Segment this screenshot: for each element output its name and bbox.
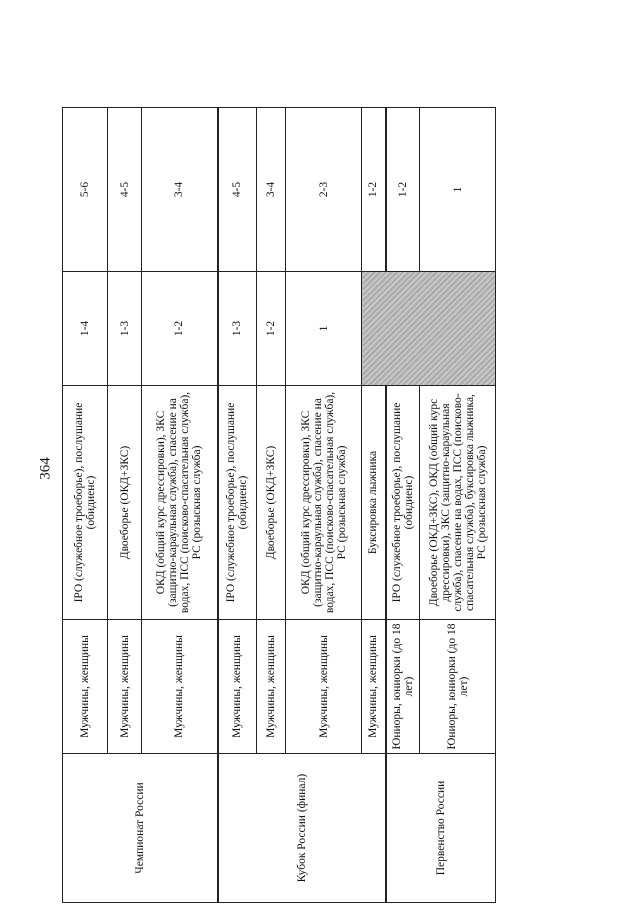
discipline-cell: ОКД (общий курс дрессировки), ЗКС (защитно-караульная служба), спасение на водах, ПСС (поисково-спасательная служба), РС (розыскная служба) — [142, 386, 218, 620]
participants-cell: Мужчины, женщины — [257, 620, 286, 754]
competition-table — [62, 107, 496, 903]
places-b-cell: 1-2 — [362, 108, 386, 272]
participants-cell: Мужчины, женщины — [218, 620, 257, 754]
places-b-cell: 1-2 — [386, 108, 420, 272]
discipline-cell: Двоеборье (ОКД+ЗКС), ОКД (общий курс дрессировки), ЗКС (защитно-караульная служба), спасение на водах, ПСС (поисково-спасательная служба), буксировка лыжника, РС (розыскная служба) — [420, 386, 496, 620]
participants-cell: Мужчины, женщины — [108, 620, 142, 754]
places-a-cell: 1-3 — [218, 272, 257, 386]
participants-cell: Мужчины, женщины — [362, 620, 386, 754]
places-a-cell: 1-2 — [257, 272, 286, 386]
participants-cell: Юниоры, юниорки (до 18 лет) — [386, 620, 420, 754]
places-a-cell: 1-2 — [142, 272, 218, 386]
participants-cell: Мужчины, женщины — [142, 620, 218, 754]
participants-cell: Юниоры, юниорки (до 18 лет) — [420, 620, 496, 754]
discipline-cell: IPO (служебное троеборье), послушание (обидиенс) — [63, 386, 108, 620]
places-b-cell: 5-6 — [63, 108, 108, 272]
participants-cell: Мужчины, женщины — [286, 620, 362, 754]
discipline-cell: IPO (служебное троеборье), послушание (обидиенс) — [218, 386, 257, 620]
discipline-cell: ОКД (общий курс дрессировки), ЗКС (защитно-караульная служба), спасение на водах, ПСС (поисково-спасательная служба), РС (розыскная служба) — [286, 386, 362, 620]
places-b-cell: 3-4 — [142, 108, 218, 272]
rotated-table-wrapper — [62, 108, 495, 903]
places-a-cell: 1-3 — [108, 272, 142, 386]
page-number: 364 — [37, 457, 54, 480]
competition-name: Первенство России — [386, 754, 496, 903]
discipline-cell: IPO (служебное троеборье), послушание (обидиенс) — [386, 386, 420, 620]
places-b-cell: 1 — [420, 108, 496, 272]
places-a-cell: 1-4 — [63, 272, 108, 386]
discipline-cell: Буксировка лыжника — [362, 386, 386, 620]
participants-cell: Мужчины, женщины — [63, 620, 108, 754]
places-b-cell: 3-4 — [257, 108, 286, 272]
shaded-empty-cell — [362, 272, 496, 386]
discipline-cell: Двоеборье (ОКД+ЗКС) — [257, 386, 286, 620]
competition-name: Кубок России (финал) — [218, 754, 386, 903]
discipline-cell: Двоеборье (ОКД+ЗКС) — [108, 386, 142, 620]
places-b-cell: 2-3 — [286, 108, 362, 272]
places-b-cell: 4-5 — [218, 108, 257, 272]
places-a-cell: 1 — [286, 272, 362, 386]
competition-name: Чемпионат России — [63, 754, 218, 903]
places-b-cell: 4-5 — [108, 108, 142, 272]
